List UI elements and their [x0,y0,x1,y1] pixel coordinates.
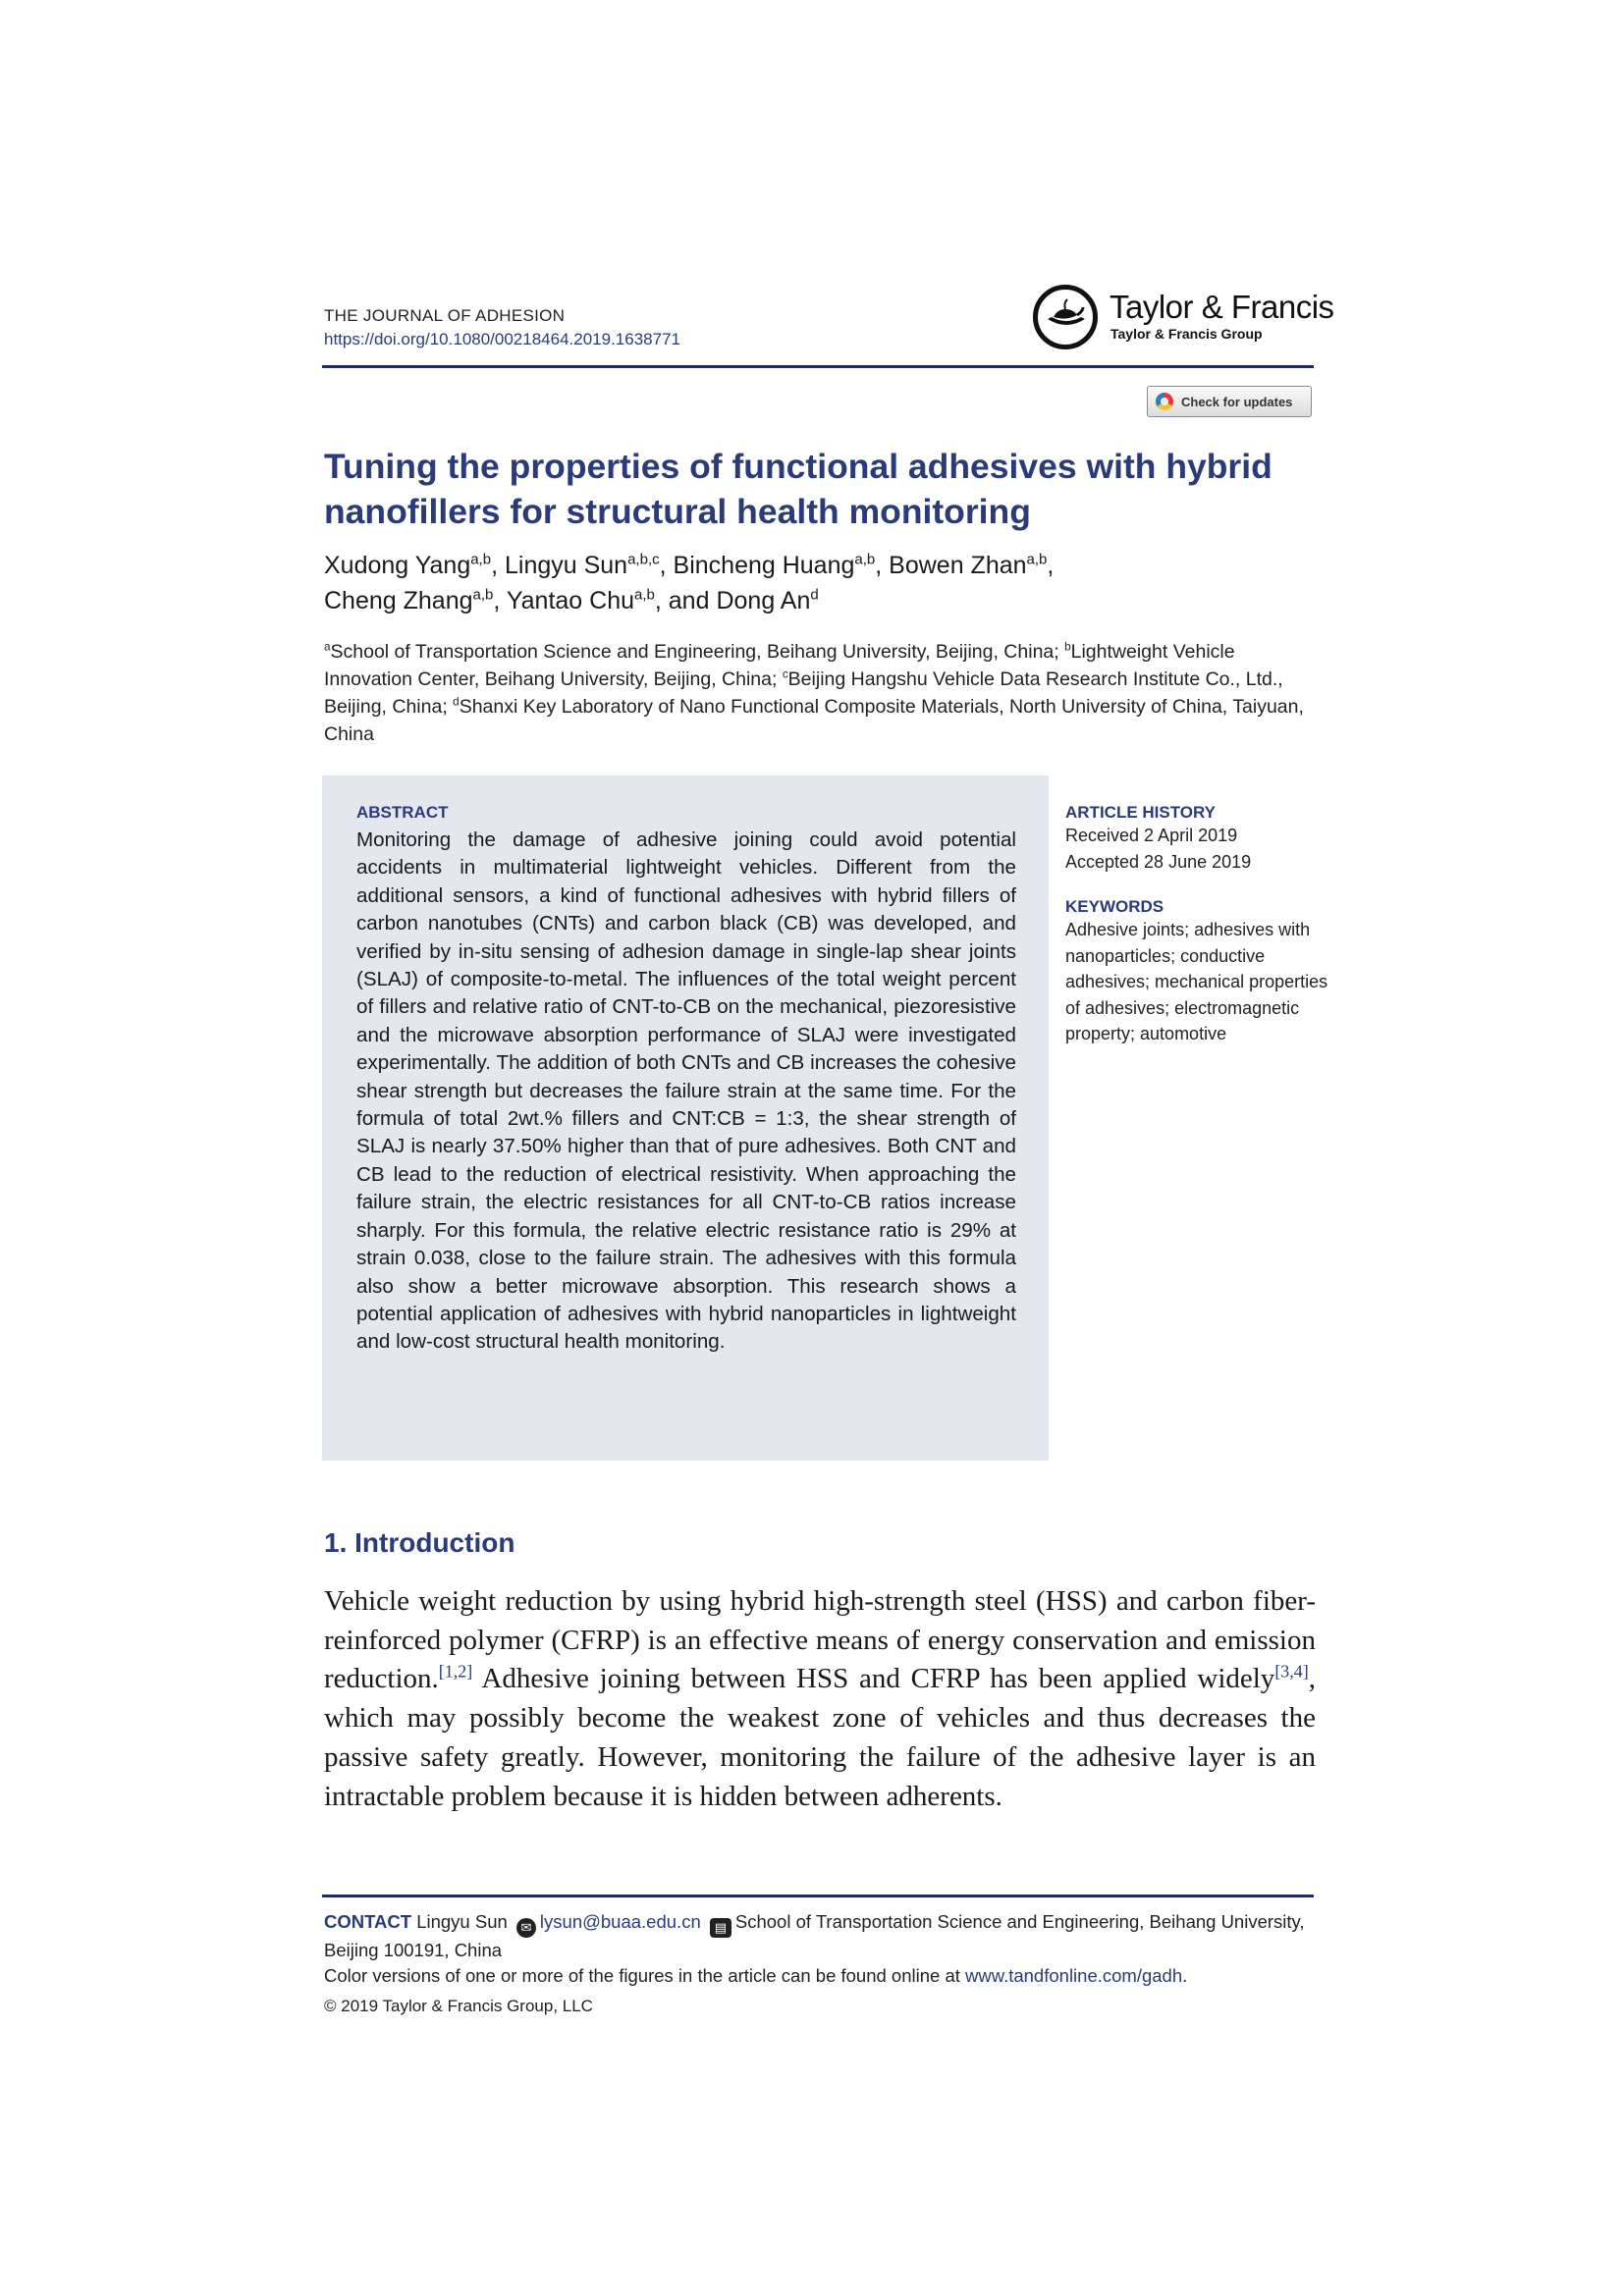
header-divider [322,365,1314,368]
article-title: Tuning the properties of functional adhesives with hybrid nanofillers for structural health monitoring [324,447,1272,531]
affiliations [324,638,1316,748]
color-note [324,1965,1316,1987]
intro-text: Adhesive joining between HSS and CFRP has been applied widely [472,1663,1275,1695]
lamp-logo-icon [1033,285,1098,349]
author-affiliation-mark: a,b [470,551,492,568]
publisher-group: Taylor & Francis Group [1110,326,1263,342]
keywords-text: Adhesive joints; adhesives with nanoparticles; conductive adhesives; mechanical properties of adhesives; electromagnetic property; automotive [1065,920,1328,1043]
author-affiliation-mark: a,b [854,551,876,568]
author[interactable]: Dong An [716,587,811,614]
author[interactable]: Yantao Chu [506,587,635,614]
author[interactable]: Xudong Yang [324,552,471,579]
author-separator: , and [654,587,717,614]
author[interactable]: Lingyu Sun [504,552,628,579]
introduction-heading: 1. Introduction [324,1527,515,1558]
author-affiliation-mark: a,b [1026,551,1048,568]
author-separator: , [493,587,507,614]
keywords-section [1065,897,1330,1047]
citation-ref[interactable]: [3,4] [1274,1661,1309,1682]
received-date: Received 2 April 2019 [1065,826,1238,845]
publisher-logo[interactable] [1033,285,1334,355]
affiliation-mark: a [324,640,331,654]
abstract-text: Monitoring the damage of adhesive joining could avoid potential accidents in multimaterial lightweight vehicles. Different from the additional sensors, a kind of functional adhesives with hybrid fillers of carbon nanotubes (CNTs) and carbon black (CB) was developed, and verified by in-situ sensing of adhesion damage in single-lap shear joints (SLAJ) of composite-to-metal. The influences of the total weight percent of fillers and relative ratio of CNT-to-CB on the mechanical, piezoresistive and the microwave absorption performance of SLAJ were investigated experimentally. The addition of both CNTs and CB increases the cohesive shear strength but decreases the failure strain at the same time. For the formula of total 2wt.% fillers and CNT:CB = 1:3, the shear strength of SLAJ is nearly 37.50% higher than that of pure adhesives. Both CNT and CB lead to the reduction of electrical resistivity. When approaching the failure strain, the electric resistances for all CNT-to-CB ratios increase sharply. For this formula, the relative electric resistance ratio is 29% at strain 0.038, close to the failure strain. The adhesives with this formula also show a better microwave absorption. This research shows a potential application of adhesives with hybrid nanoparticles in lightweight and low-cost structural health monitoring. [356,828,1016,1354]
author[interactable]: Bincheng Huang [673,552,855,579]
author-separator: , [659,552,674,579]
copyright: © 2019 Taylor & Francis Group, LLC [324,1997,593,2015]
affiliation-mark: c [782,667,788,681]
contact-name: Lingyu Sun [416,1911,508,1932]
author-affiliation-mark: a,b [472,586,494,604]
publisher-name: Taylor & Francis [1110,289,1334,325]
author-separator: , [1047,552,1055,579]
citation-ref[interactable]: [1,2] [438,1661,473,1682]
color-note-text: Color versions of one or more of the figures in the article can be found online at [324,1965,966,1986]
abstract-heading: ABSTRACT [356,803,449,822]
crossmark-icon [1156,393,1173,410]
contact-label: CONTACT [324,1911,412,1932]
author[interactable]: Bowen Zhan [889,552,1027,579]
keywords-heading: KEYWORDS [1065,897,1164,916]
contact-info [324,1909,1316,1963]
author[interactable]: Cheng Zhang [324,587,473,614]
email-icon: ✉ [516,1918,536,1938]
journal-name: THE JOURNAL OF ADHESION [324,306,566,325]
introduction-paragraph [324,1582,1316,1816]
doi-link[interactable]: https://doi.org/10.1080/00218464.2019.1638771 [324,330,680,348]
color-note-end: . [1182,1965,1188,1986]
contact-email-link[interactable]: lysun@buaa.edu.cn [539,1911,701,1932]
address-icon: ▤ [710,1918,731,1938]
author-separator: , [491,552,505,579]
author-affiliation-mark: a,b [634,586,655,604]
check-for-updates-label: Check for updates [1181,394,1293,409]
article-history [1065,803,1330,875]
contact-address: School of Transportation Science and Engineering, Beihang University, Beijing 100191, China [324,1911,1305,1960]
author-separator: , [875,552,890,579]
affiliation-text: Lightweight Vehicle Innovation Center, Beihang University, Beijing, China; [324,641,1235,690]
intro-text: , which may possibly become the weakest zone of vehicles and thus decreases the passive safety greatly. However, monitoring the failure of the adhesive layer is an intractable problem because it is hidden between adherents. [324,1663,1316,1812]
affiliation-mark: b [1064,640,1071,654]
article-history-heading: ARTICLE HISTORY [1065,803,1217,822]
author-affiliation-mark: d [810,586,819,604]
accepted-date: Accepted 28 June 2019 [1065,851,1252,872]
affiliation-text: Shanxi Key Laboratory of Nano Functional Composite Materials, North University of China, Taiyuan, China [324,696,1304,745]
author-affiliation-mark: a,b,c [627,551,660,568]
journal-website-link[interactable]: www.tandfonline.com/gadh [965,1965,1183,1986]
affiliation-text: Beijing Hangshu Vehicle Data Research Institute Co., Ltd., Beijing, China; [324,668,1283,718]
affiliation-mark: d [453,695,460,709]
footer-divider [322,1895,1314,1897]
intro-text: Vehicle weight reduction by using hybrid high-strength steel (HSS) and carbon fiber-reinforced polymer (CFRP) is an effective means of energy conservation and emission reduction. [324,1585,1316,1695]
author-list [324,548,1316,618]
check-for-updates-button[interactable] [1147,386,1312,417]
affiliation-text: School of Transportation Science and Engineering, Beihang University, Beijing, China; [330,641,1065,663]
